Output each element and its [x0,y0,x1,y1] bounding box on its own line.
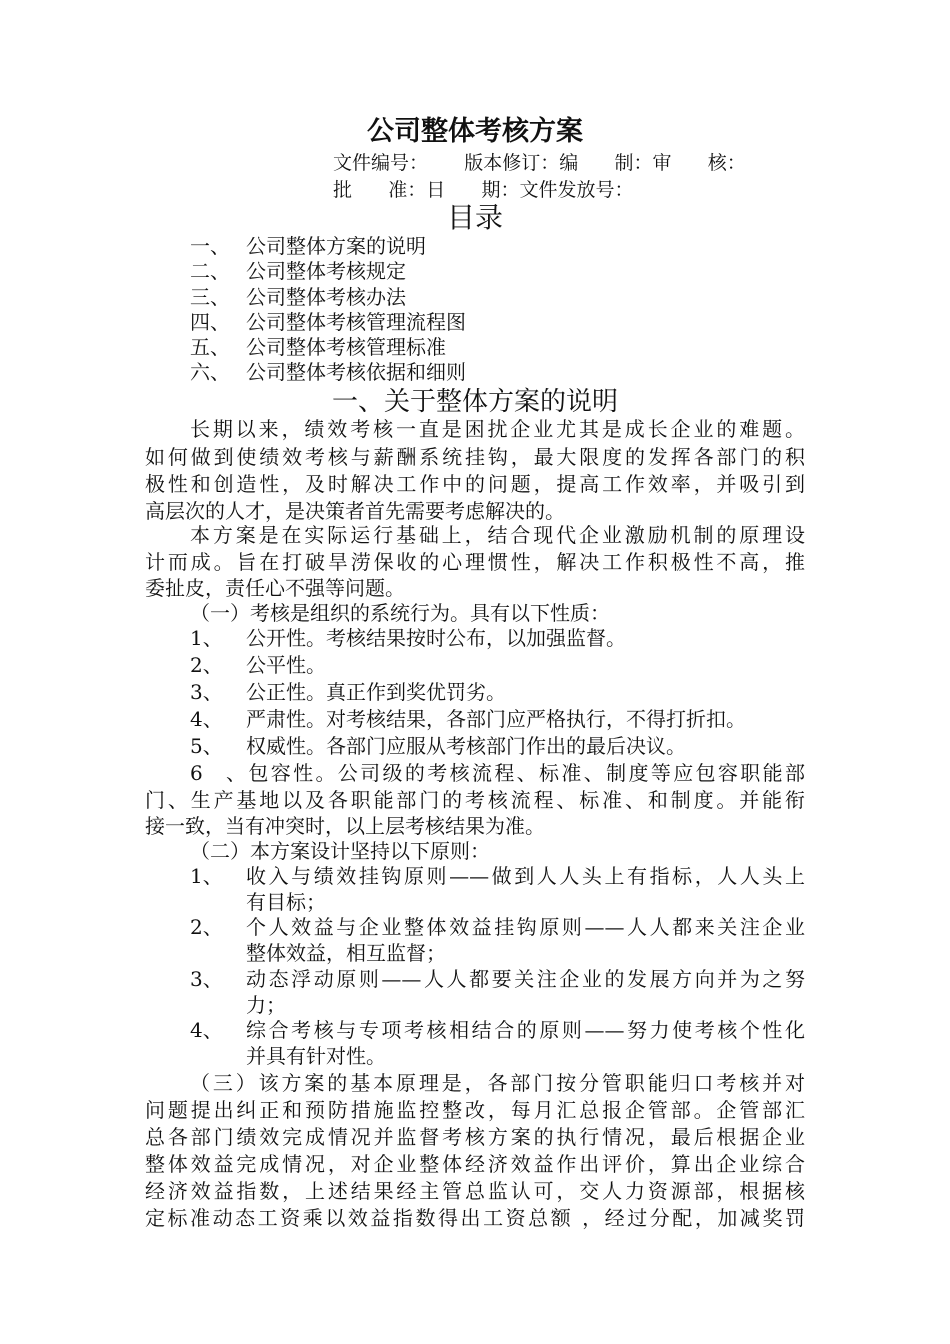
toc-item-number: 一、 [190,234,230,258]
list-text: 综合考核与专项考核相结合的原则——努力使考核个性化 [246,1018,805,1042]
toc-item[interactable] [190,309,466,335]
list-item [190,705,746,733]
toc-item[interactable] [190,258,406,284]
list-text: 个人效益与企业整体效益挂钩原则——人人都来关注企业 [246,915,805,939]
toc-item-number: 五、 [190,335,230,359]
paragraph-line: 整体效益完成情况，对企业整体经济效益作出评价，算出企业综合 [145,1152,805,1176]
list-text: 整体效益，相互监督； [246,941,446,965]
toc-item-label: 公司整体考核管理标准 [246,335,446,359]
list-text: 动态浮动原则——人人都要关注企业的发展方向并为之努 [246,967,805,991]
list-text: 权威性。各部门应服从考核部门作出的最后决议。 [246,734,686,758]
meta-line-1: 文件编号： 版本修订：编 制：审 核： [333,152,746,174]
list-number: 2、 [190,915,223,939]
toc-item-label: 公司整体考核办法 [246,285,406,309]
paragraph-line: 门、生产基地以及各职能部门的考核流程、标准、和制度。并能衔 [145,788,805,812]
toc-item-number: 四、 [190,310,230,334]
list-number: 3、 [190,680,223,704]
list-text: 包容性。公司级的考核流程、标准、制度等应包容职能部 [246,761,805,785]
list-text: 严肃性。对考核结果，各部门应严格执行，不得打折扣。 [246,707,746,731]
paragraph-line: 定标准动态工资乘以效益指数得出工资总额 ，经过分配，加减奖罚 [145,1206,805,1230]
list-number: 6、 [190,761,246,785]
toc-item[interactable] [190,284,406,310]
list-text: 公平性。 [246,653,326,677]
paragraph-line: 计而成。旨在打破旱涝保收的心理惯性，解决工作积极性不高，推 [145,550,805,574]
paragraph-line: 高层次的人才，是决策者首先需要考虑解决的。 [145,499,565,523]
toc-item-number: 三、 [190,285,230,309]
list-text: 公正性。真正作到奖优罚劣。 [246,680,506,704]
toc-title: 目录 [446,201,503,234]
paragraph-line: 总各部门绩效完成情况并监督考核方案的执行情况，最后根据企业 [145,1125,805,1149]
list-text: 力； [246,993,286,1017]
paragraph-line: （三）该方案的基本原理是，各部门按分管职能归口考核并对 [190,1071,805,1095]
list-item [190,759,805,787]
list-text: 并具有针对性。 [246,1044,386,1068]
subheading: （一）考核是组织的系统行为。具有以下性质： [190,601,610,625]
toc-item-label: 公司整体考核依据和细则 [246,360,466,384]
toc-item-label: 公司整体方案的说明 [246,234,426,258]
list-number: 1、 [190,626,223,650]
subheading: （二）本方案设计坚持以下原则： [190,839,490,863]
paragraph-line: 接一致，当有冲突时，以上层考核结果为准。 [145,814,545,838]
toc-item[interactable] [190,233,426,259]
list-number: 2、 [190,653,223,677]
paragraph-line: 委扯皮，责任心不强等问题。 [145,576,405,600]
list-number: 5、 [190,734,223,758]
list-item [190,624,626,652]
meta-line-2: 批 准：日 期：文件发放号： [333,179,634,201]
list-number: 4、 [190,1018,223,1042]
paragraph-line: 长期以来，绩效考核一直是困扰企业尤其是成长企业的难题。 [190,417,805,441]
list-text: 收入与绩效挂钩原则——做到人人头上有指标，人人头上 [246,864,805,888]
toc-item-label: 公司整体考核管理流程图 [246,310,466,334]
paragraph-line: 极性和创造性，及时解决工作中的问题，提高工作效率，并吸引到 [145,472,805,496]
paragraph-line: 如何做到使绩效考核与薪酬系统挂钩，最大限度的发挥各部门的积 [145,445,805,469]
toc-item[interactable] [190,334,446,360]
toc-item-number: 六、 [190,360,230,384]
list-text: 公开性。考核结果按时公布，以加强监督。 [246,626,626,650]
paragraph-line: 本方案是在实际运行基础上，结合现代企业激励机制的原理设 [190,523,805,547]
list-item [190,732,686,760]
list-number: 3、 [190,967,223,991]
toc-item-number: 二、 [190,259,230,283]
paragraph-line: 问题提出纠正和预防措施监控整改，每月汇总报企管部。企管部汇 [145,1098,805,1122]
list-number: 1、 [190,864,223,888]
list-item [190,678,506,706]
document-title: 公司整体考核方案 [367,116,583,147]
paragraph-line: 经济效益指数，上述结果经主管总监认可，交人力资源部，根据核 [145,1179,805,1203]
section-heading: 一、关于整体方案的说明 [331,387,618,417]
list-text: 有目标； [246,890,326,914]
list-number: 4、 [190,707,223,731]
list-item [190,651,326,679]
toc-item-label: 公司整体考核规定 [246,259,406,283]
